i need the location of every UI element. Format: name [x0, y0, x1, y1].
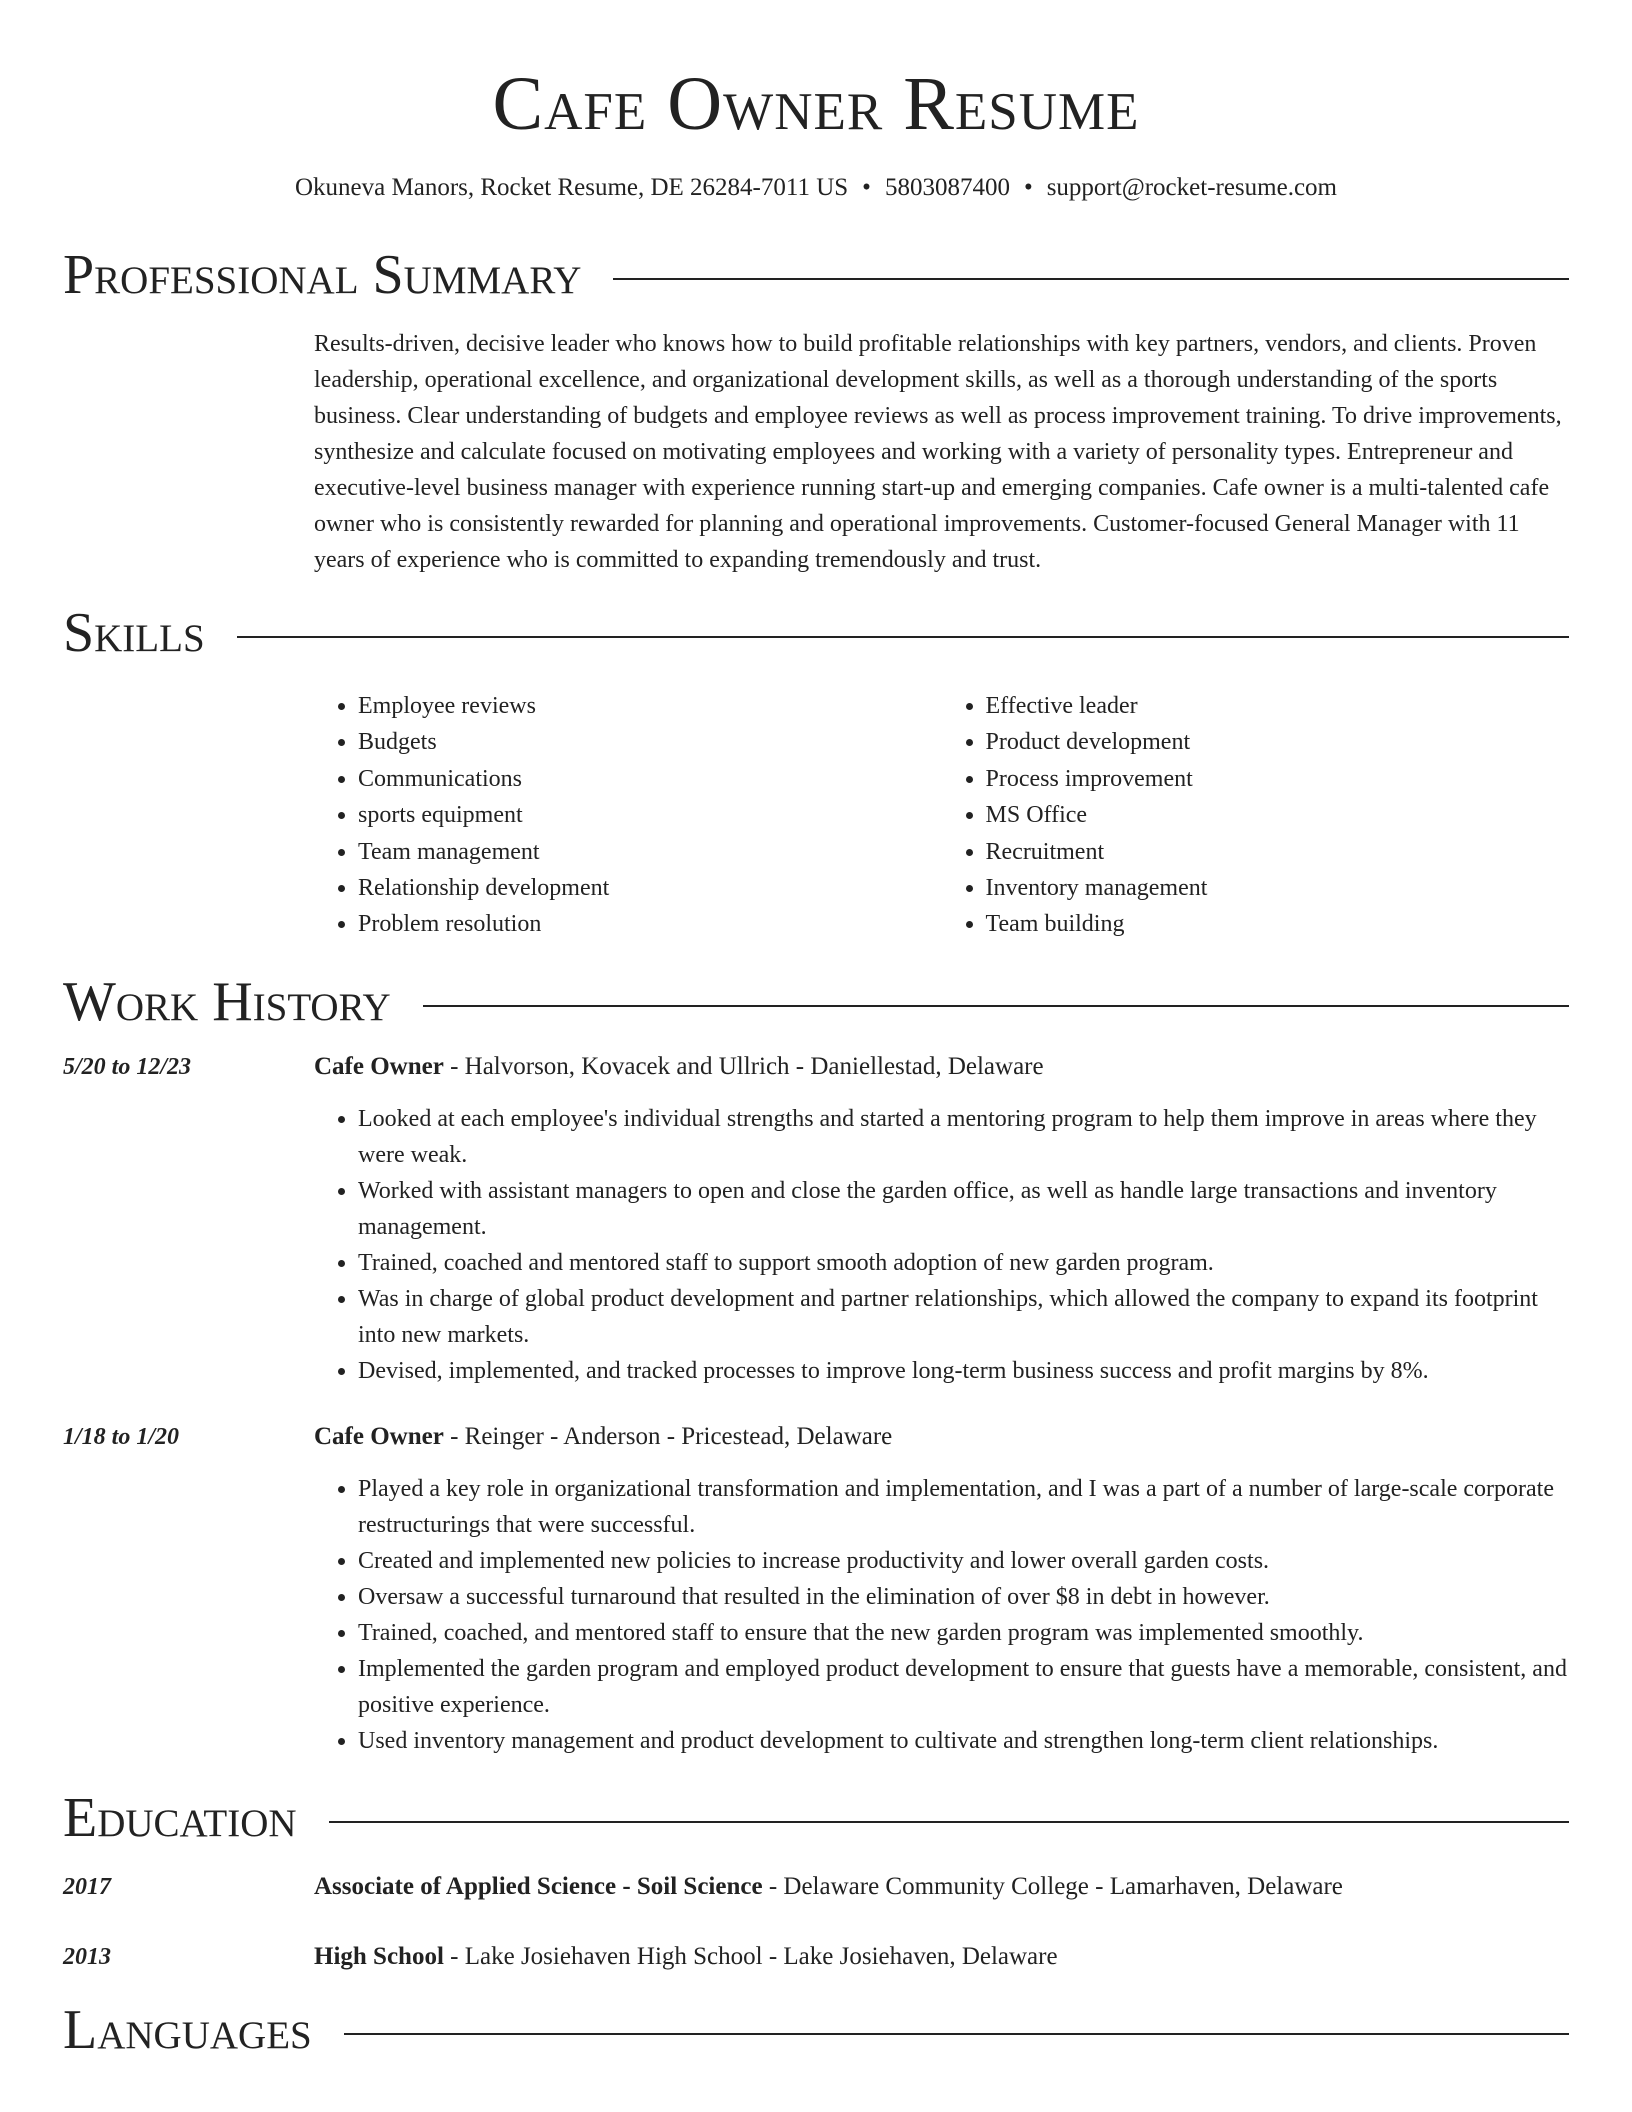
- section-divider: [344, 2033, 1569, 2035]
- job-bullet: • Worked with assistant managers to open and close the garden office, as well as handle large transactions and inventory management.: [358, 1173, 1569, 1245]
- skill-item: • Product development: [986, 724, 1570, 760]
- section-title: Work History: [63, 970, 391, 1033]
- skill-item: • Relationship development: [358, 870, 942, 906]
- skill-item: • Team building: [986, 906, 1570, 942]
- job-employer: - Halvorson, Kovacek and Ullrich - Daniellestad, Delaware: [443, 1052, 1044, 1080]
- education-degree: High School: [314, 1942, 444, 1970]
- job-bullets: [314, 1471, 1569, 1759]
- job-bullet: • Created and implemented new policies to increase productivity and lower overall garden costs.: [358, 1543, 1569, 1579]
- education-body: [314, 1869, 1569, 1905]
- resume-title: Cafe Owner Resume: [492, 62, 1140, 146]
- education-entry: [63, 1939, 1569, 1975]
- skills-column-left: [314, 688, 942, 943]
- education-year: 2017: [63, 1873, 111, 1900]
- skills-section-heading: [63, 598, 1569, 668]
- job-body: [314, 1419, 1569, 1759]
- languages-section-heading: [63, 1995, 1569, 2065]
- job-header: [314, 1049, 1569, 1085]
- section-divider: [329, 1821, 1569, 1823]
- education-entry: [63, 1869, 1569, 1905]
- job-bullet: • Used inventory management and product development to cultivate and strengthen long-term client relationships.: [358, 1723, 1569, 1759]
- skill-item: • Employee reviews: [358, 688, 942, 724]
- education-section-heading: [63, 1783, 1569, 1853]
- skill-item: • Communications: [358, 761, 942, 797]
- summary-paragraph: Results-driven, decisive leader who knows how to build profitable relationships with key partners, vendors, and clients. Proven leadership, operational excellence, and organizational development skills, as well as a thorough understanding of the sports business. Clear understanding of budgets and employee reviews as well as process improvement training. To drive improvements, synthesize and calculate focused on motivating employees and working with a variety of personality types. Entrepreneur and executive-level business manager with experience running start-up and emerging companies. Cafe owner is a multi-talented cafe owner who is consistently rewarded for planning and operational improvements. Customer-focused General Manager with 11 years of experience who is committed to expanding tremendously and trust.: [314, 331, 1562, 573]
- summary-section-heading: [63, 240, 1569, 310]
- section-title: Skills: [63, 602, 205, 664]
- skill-item: • Process improvement: [986, 761, 1570, 797]
- job-bullet: • Oversaw a successful turnaround that resulted in the elimination of over $8 in debt in however.: [358, 1579, 1569, 1615]
- section-title: Professional Summary: [63, 244, 582, 306]
- job-bullets: [314, 1101, 1569, 1389]
- job-bullet: • Implemented the garden program and employed product development to ensure that guests have a memorable, consistent, and positive experience.: [358, 1651, 1569, 1723]
- contact-line: [63, 170, 1569, 206]
- job-bullet: • Was in charge of global product development and partner relationships, which allowed the company to expand its footprint into new markets.: [358, 1281, 1569, 1353]
- job-bullet: • Trained, coached and mentored staff to support smooth adoption of new garden program.: [358, 1245, 1569, 1281]
- section-title: Languages: [63, 1998, 312, 2061]
- skill-item: • Problem resolution: [358, 906, 942, 942]
- education-school: - Lake Josiehaven High School - Lake Josiehaven, Delaware: [443, 1942, 1058, 1970]
- section-divider: [613, 278, 1569, 280]
- education-school: - Delaware Community College - Lamarhaven, Delaware: [762, 1872, 1343, 1900]
- contact-phone: 5803087400: [884, 174, 1010, 201]
- skills-list: [314, 688, 1569, 943]
- contact-email: support@rocket-resume.com: [1046, 174, 1337, 201]
- section-title: Education: [63, 1786, 297, 1849]
- skill-item: • MS Office: [986, 797, 1570, 833]
- section-divider: [237, 636, 1569, 638]
- contact-address: Okuneva Manors, Rocket Resume, DE 26284-7011 US: [295, 174, 849, 201]
- skill-item: • Inventory management: [986, 870, 1570, 906]
- contact-separator: •: [1023, 174, 1033, 201]
- skill-item: • sports equipment: [358, 797, 942, 833]
- job-entry: [63, 1419, 1569, 1759]
- section-divider: [423, 1005, 1569, 1007]
- job-dates: 1/18 to 1/20: [63, 1423, 180, 1450]
- job-title: Cafe Owner: [314, 1052, 444, 1080]
- job-bullet: • Played a key role in organizational transformation and implementation, and I was a part of a number of large-scale corporate restructurings that were successful.: [358, 1471, 1569, 1543]
- skill-item: • Effective leader: [986, 688, 1570, 724]
- education-degree: Associate of Applied Science - Soil Science: [314, 1872, 763, 1900]
- job-entry: [63, 1049, 1569, 1389]
- education-year: 2013: [63, 1943, 111, 1970]
- skill-item: • Budgets: [358, 724, 942, 760]
- contact-separator: •: [862, 174, 871, 201]
- job-header: [314, 1419, 1569, 1455]
- skill-item: • Recruitment: [986, 834, 1570, 870]
- education-body: [314, 1939, 1569, 1975]
- work-section-heading: [63, 967, 1569, 1037]
- skills-column-right: [942, 688, 1570, 943]
- skill-item: • Team management: [358, 834, 942, 870]
- job-bullet: • Trained, coached, and mentored staff to ensure that the new garden program was implemented smoothly.: [358, 1615, 1569, 1651]
- job-body: [314, 1049, 1569, 1389]
- job-dates: 5/20 to 12/23: [63, 1053, 192, 1080]
- job-employer: - Reinger - Anderson - Pricestead, Delaware: [443, 1422, 893, 1450]
- job-title: Cafe Owner: [314, 1422, 444, 1450]
- job-bullet: • Looked at each employee's individual strengths and started a mentoring program to help them improve in areas where they were weak.: [358, 1101, 1569, 1173]
- job-bullet: • Devised, implemented, and tracked processes to improve long-term business success and profit margins by 8%.: [358, 1353, 1569, 1389]
